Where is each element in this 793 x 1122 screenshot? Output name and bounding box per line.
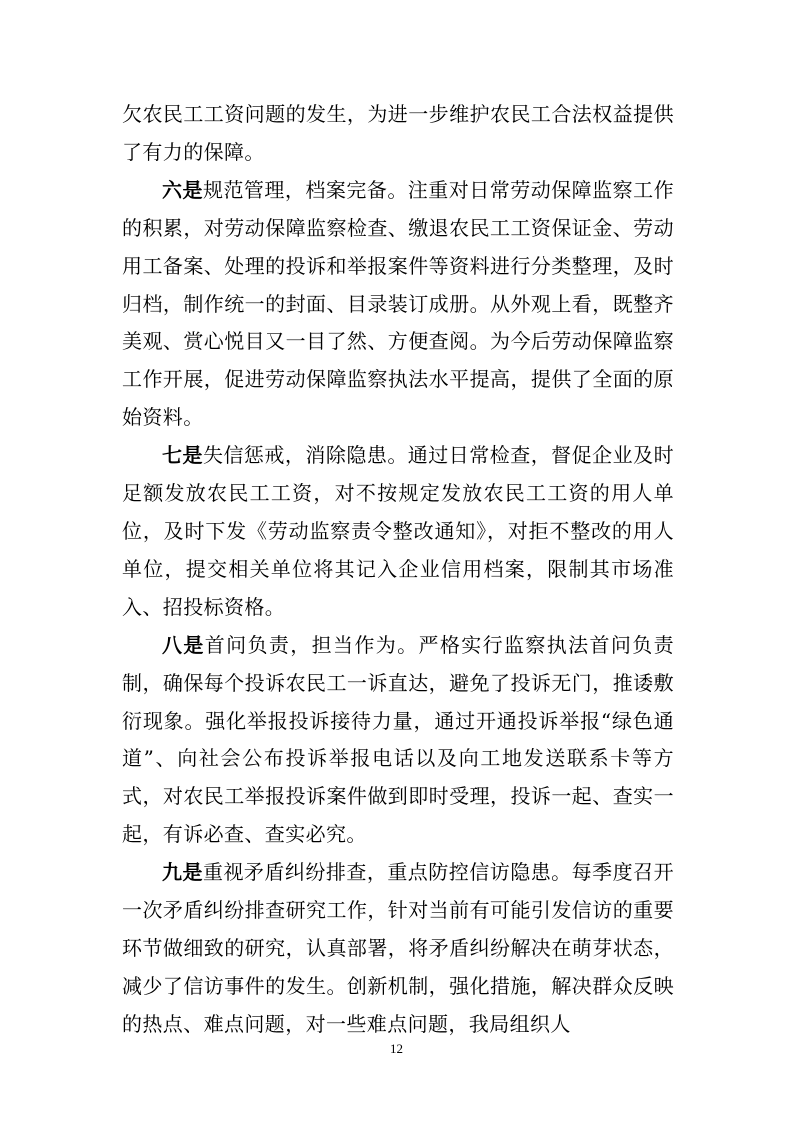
paragraph-text: 重视矛盾纠纷排查，重点防控信访隐患。每季度召开一次矛盾纠纷排查研究工作，针对当前有可能引发信访的重要环节做细致的研究，认真部署，将矛盾纠纷解决在萌芽状态，减少了信访事件的发生。创新机制，强化措施，解决群众反映的热点、难点问题，对一些难点问题，我局组织人 [122, 860, 674, 1036]
paragraph-3 [122, 437, 674, 627]
paragraph-lead: 八是 [162, 632, 205, 657]
paragraph-lead: 九是 [162, 860, 203, 885]
body-text [122, 96, 674, 1044]
page-number: 12 [390, 1041, 403, 1056]
paragraph-text: 规范管理，档案完备。注重对日常劳动保障监察工作的积累，对劳动保障监察检查、缴退农民工工资保证金、劳动用工备案、处理的投诉和举报案件等资料进行分类整理，及时归档，制作统一的封面、目录装订成册。从外观上看，既整齐美观、赏心悦目又一目了然、方便查阅。为今后劳动保障监察工作开展，促进劳动保障监察执法水平提高，提供了全面的原始资料。 [122, 177, 674, 430]
paragraph-text: 失信惩戒，消除隐患。通过日常检查，督促企业及时足额发放农民工工资，对不按规定发放农民工工资的用人单位，及时下发《劳动监察责令整改通知》，对拒不整改的用人单位，提交相关单位将其记入企业信用档案，限制其市场准入、招投标资格。 [122, 443, 674, 619]
paragraph-2 [122, 172, 674, 437]
paragraph-5 [122, 854, 674, 1044]
paragraph-lead: 七是 [162, 443, 203, 468]
paragraph-1 [122, 96, 674, 172]
paragraph-text: 欠农民工工资问题的发生，为进一步维护农民工合法权益提供了有力的保障。 [122, 102, 674, 164]
paragraph-text: 首问负责，担当作为。严格实行监察执法首问负责制，确保每个投诉农民工一诉直达，避免了投诉无门，推诿敷衍现象。强化举报投诉接待力量，通过开通投诉举报“绿色通道”、向社会公布投诉举报电话以及向工地发送联系卡等方式，对农民工举报投诉案件做到即时受理，投诉一起、查实一起，有诉必查、查实必究。 [122, 632, 674, 847]
paragraph-4 [122, 627, 674, 854]
paragraph-lead: 六是 [162, 177, 203, 202]
